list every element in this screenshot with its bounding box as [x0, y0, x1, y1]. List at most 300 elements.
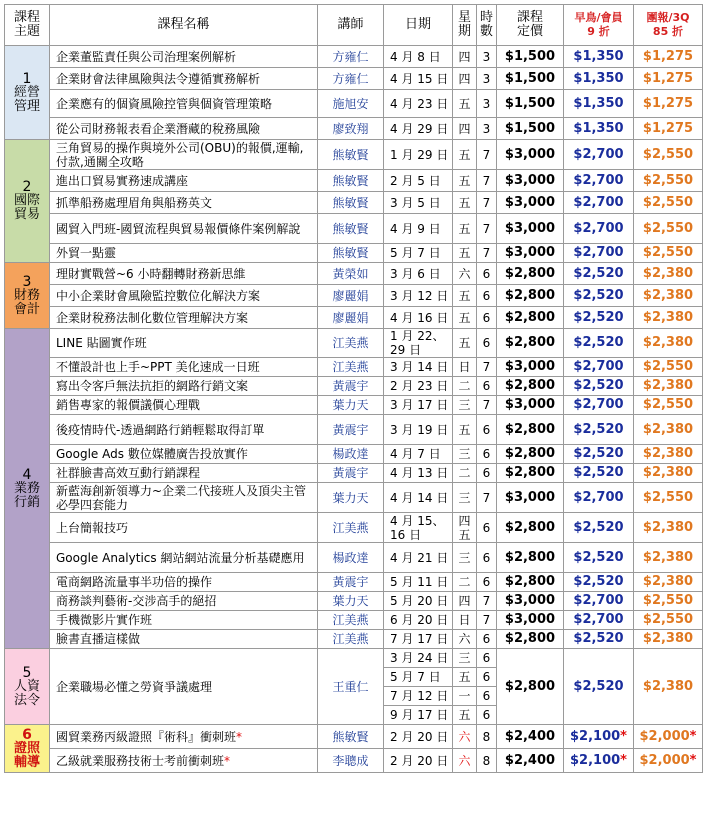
course-title: 臉書直播這樣做 — [50, 630, 318, 649]
course-hours: 7 — [477, 140, 497, 170]
course-early-price: $2,520 — [564, 573, 634, 592]
course-price: $3,000 — [497, 358, 564, 377]
course-hours: 6 — [477, 285, 497, 307]
topic-name: 輔導 — [13, 754, 40, 770]
topic-cell-1 — [5, 46, 50, 140]
course-early-price: $2,520 — [564, 263, 634, 285]
course-date: 6 月 20 日 — [384, 611, 453, 630]
course-weekday: 日 — [453, 358, 477, 377]
course-title: 銷售專家的報價議價心理戰 — [50, 396, 318, 415]
course-date: 4 月 15、16 日 — [384, 513, 453, 543]
course-row — [5, 543, 703, 573]
course-group-price: $2,380 — [634, 445, 703, 464]
course-group-price: $2,380 — [634, 377, 703, 396]
course-title: 寫出令客戶無法抗拒的網路行銷文案 — [50, 377, 318, 396]
course-teacher: 方雍仁 — [318, 46, 384, 68]
course-row — [5, 263, 703, 285]
course-row — [5, 68, 703, 90]
topic-cell-4 — [5, 329, 50, 649]
topic-name: 管理 — [13, 98, 40, 114]
course-date: 4 月 21 日 — [384, 543, 453, 573]
course-title: Google Ads 數位媒體廣告投放實作 — [50, 445, 318, 464]
course-teacher: 熊敏賢 — [318, 140, 384, 170]
course-early-price: $2,700 — [564, 592, 634, 611]
course-group-price: $2,550 — [634, 140, 703, 170]
course-teacher: 楊政達 — [318, 543, 384, 573]
course-hours: 6 — [477, 415, 497, 445]
course-group-price: $2,550 — [634, 244, 703, 263]
course-hours: 7 — [477, 592, 497, 611]
topic-name: 人資 — [13, 678, 40, 694]
course-price: $3,000 — [497, 214, 564, 244]
course-date: 4 月 14 日 — [384, 483, 453, 513]
course-teacher: 熊敏賢 — [318, 170, 384, 192]
topic-number: 6 — [22, 726, 32, 743]
course-early-price: $2,700 — [564, 358, 634, 377]
course-row — [5, 464, 703, 483]
course-hours: 7 — [477, 192, 497, 214]
course-row — [5, 170, 703, 192]
course-early-price: $2,700 — [564, 396, 634, 415]
course-group-price: $2,380 — [634, 415, 703, 445]
course-hours: 6 — [477, 513, 497, 543]
course-group-price: $2,550 — [634, 170, 703, 192]
cert-course-row — [5, 725, 703, 749]
course-early-price: $2,520 — [564, 464, 634, 483]
course-price: $2,800 — [497, 307, 564, 329]
course-price: $1,500 — [497, 46, 564, 68]
course-date: 1 月 22、29 日 — [384, 329, 453, 358]
cert-course-hours: 8 — [477, 725, 497, 749]
header-date: 日期 — [384, 5, 453, 46]
asterisk-mark: * — [689, 728, 697, 744]
course-teacher: 楊政達 — [318, 445, 384, 464]
header-teacher: 講師 — [318, 5, 384, 46]
course-price: $3,000 — [497, 192, 564, 214]
course-teacher: 江美燕 — [318, 358, 384, 377]
topic-cell-6 — [5, 725, 50, 773]
course-weekday: 五 — [453, 140, 477, 170]
course-title: Google Analytics 網站網站流量分析基礎應用 — [50, 543, 318, 573]
course-title: 企業應有的個資風險控管與個資管理策略 — [50, 90, 318, 118]
course-group-price: $2,380 — [634, 630, 703, 649]
course-price: $2,800 — [497, 285, 564, 307]
topic-name: 國際 — [13, 193, 40, 208]
course-hours: 6 — [477, 263, 497, 285]
course-row — [5, 285, 703, 307]
topic-number: 2 — [22, 179, 32, 195]
course-date: 4 月 13 日 — [384, 464, 453, 483]
course-weekday: 四 — [453, 46, 477, 68]
course-date: 3 月 19 日 — [384, 415, 453, 445]
cert-course-row — [5, 749, 703, 773]
course-title: 不懂設計也上手~PPT 美化速成一日班 — [50, 358, 318, 377]
course-price: $2,800 — [497, 543, 564, 573]
course-weekday: 五 — [453, 285, 477, 307]
course-title: 外貿一點靈 — [50, 244, 318, 263]
course-early-price: $2,520 — [564, 377, 634, 396]
course-price: $2,800 — [497, 630, 564, 649]
course-early-price: $2,700 — [564, 483, 634, 513]
course-title: 國貿入門班-國貿流程與貿易報價條件案例解說 — [50, 214, 318, 244]
course-weekday: 五 — [453, 415, 477, 445]
course-early-price: $2,520 — [564, 630, 634, 649]
course-weekday: 二 — [453, 377, 477, 396]
course-date: 4 月 8 日 — [384, 46, 453, 68]
course-row — [5, 396, 703, 415]
course-hours: 6 — [477, 307, 497, 329]
course-group-price: $2,550 — [634, 214, 703, 244]
course-early-price: $2,700 — [564, 192, 634, 214]
hr-session-hours: 6 — [477, 687, 497, 706]
course-price: $3,000 — [497, 170, 564, 192]
course-early-price: $2,520 — [564, 415, 634, 445]
topic-name: 行銷 — [13, 494, 40, 510]
course-early-price: $2,520 — [564, 285, 634, 307]
course-row — [5, 192, 703, 214]
course-weekday: 六 — [453, 630, 477, 649]
cert-course-date: 2 月 20 日 — [384, 725, 453, 749]
topic-name: 法令 — [13, 692, 40, 708]
topic-name: 經營 — [13, 84, 40, 100]
course-teacher: 江美燕 — [318, 630, 384, 649]
course-title: 新藍海創新領導力~企業二代接班人及頂尖主管必學四套能力 — [50, 483, 318, 513]
course-teacher: 黃榮如 — [318, 263, 384, 285]
course-title: 從公司財務報表看企業潛藏的稅務風險 — [50, 118, 318, 140]
course-hours: 3 — [477, 118, 497, 140]
course-early-price: $1,350 — [564, 68, 634, 90]
course-title: 社群臉書高效互動行銷課程 — [50, 464, 318, 483]
course-row — [5, 244, 703, 263]
course-price: $3,000 — [497, 483, 564, 513]
hr-course-price: $2,800 — [497, 649, 564, 725]
course-title: 進出口貿易實務速成講座 — [50, 170, 318, 192]
hr-session-weekday: 一 — [453, 687, 477, 706]
course-date: 5 月 7 日 — [384, 244, 453, 263]
course-hours: 6 — [477, 543, 497, 573]
course-date: 3 月 12 日 — [384, 285, 453, 307]
course-date: 4 月 16 日 — [384, 307, 453, 329]
course-weekday: 五 — [453, 170, 477, 192]
header-row — [5, 5, 703, 46]
course-teacher: 廖麗娟 — [318, 307, 384, 329]
topic-number: 5 — [22, 664, 32, 681]
asterisk-mark: * — [689, 752, 697, 768]
course-early-price: $1,350 — [564, 46, 634, 68]
course-group-price: $1,275 — [634, 118, 703, 140]
course-group-price: $1,275 — [634, 68, 703, 90]
course-price: $2,800 — [497, 415, 564, 445]
course-date: 3 月 14 日 — [384, 358, 453, 377]
course-group-price: $2,380 — [634, 263, 703, 285]
course-early-price: $2,520 — [564, 445, 634, 464]
course-date: 3 月 5 日 — [384, 192, 453, 214]
course-group-price: $2,550 — [634, 611, 703, 630]
topic-name: 財務 — [13, 287, 40, 303]
course-weekday: 四五 — [453, 513, 477, 543]
course-group-price: $2,380 — [634, 307, 703, 329]
course-group-price: $2,550 — [634, 358, 703, 377]
course-title: LINE 貼圖實作班 — [50, 329, 318, 358]
course-title: 理財實戰營~6 小時翻轉財務新思維 — [50, 263, 318, 285]
course-date: 4 月 23 日 — [384, 90, 453, 118]
course-row — [5, 358, 703, 377]
course-price: $3,000 — [497, 611, 564, 630]
course-weekday: 五 — [453, 192, 477, 214]
cert-course-early-price — [564, 725, 634, 749]
topic-cell-2 — [5, 140, 50, 263]
hr-session-date: 7 月 12 日 — [384, 687, 453, 706]
asterisk-mark: * — [224, 753, 231, 768]
course-price: $1,500 — [497, 90, 564, 118]
hr-session-row — [5, 649, 703, 668]
course-row — [5, 513, 703, 543]
topic-name: 業務 — [13, 480, 40, 496]
topic-number: 4 — [22, 466, 32, 483]
course-group-price: $1,275 — [634, 46, 703, 68]
course-teacher: 廖麗娟 — [318, 285, 384, 307]
course-weekday: 三 — [453, 483, 477, 513]
course-teacher: 施旭安 — [318, 90, 384, 118]
course-early-price: $2,700 — [564, 611, 634, 630]
course-hours: 7 — [477, 396, 497, 415]
course-row — [5, 483, 703, 513]
header-topic-2: 主題 — [13, 24, 40, 39]
course-hours: 7 — [477, 611, 497, 630]
course-title: 三角貿易的操作與境外公司(OBU)的報價,運輸,付款,通關全攻略 — [50, 140, 318, 170]
hr-session-hours: 6 — [477, 668, 497, 687]
hr-session-weekday: 五 — [453, 706, 477, 725]
course-date: 5 月 20 日 — [384, 592, 453, 611]
course-row — [5, 445, 703, 464]
course-hours: 6 — [477, 329, 497, 358]
course-row — [5, 118, 703, 140]
course-price: $2,800 — [497, 464, 564, 483]
course-teacher: 葉力天 — [318, 396, 384, 415]
course-group-price: $2,550 — [634, 396, 703, 415]
course-row — [5, 329, 703, 358]
course-price: $2,800 — [497, 445, 564, 464]
topic-cell-5 — [5, 649, 50, 725]
course-row — [5, 46, 703, 68]
hr-session-date: 5 月 7 日 — [384, 668, 453, 687]
course-group-price: $2,550 — [634, 592, 703, 611]
course-title: 上台簡報技巧 — [50, 513, 318, 543]
course-early-price: $2,520 — [564, 329, 634, 358]
course-early-price: $2,700 — [564, 170, 634, 192]
course-title: 手機微影片實作班 — [50, 611, 318, 630]
course-teacher: 熊敏賢 — [318, 214, 384, 244]
course-title: 抓準船務處理眉角與船務英文 — [50, 192, 318, 214]
course-teacher: 葉力天 — [318, 483, 384, 513]
course-group-price: $2,380 — [634, 543, 703, 573]
course-weekday: 五 — [453, 329, 477, 358]
hr-session-weekday: 五 — [453, 668, 477, 687]
course-early-price: $1,350 — [564, 90, 634, 118]
cert-course-date: 2 月 20 日 — [384, 749, 453, 773]
course-teacher: 黃震宇 — [318, 377, 384, 396]
course-row — [5, 630, 703, 649]
course-date: 5 月 11 日 — [384, 573, 453, 592]
course-row — [5, 140, 703, 170]
cert-course-price: $2,400 — [497, 725, 564, 749]
cert-course-early-price — [564, 749, 634, 773]
course-teacher: 黃震宇 — [318, 573, 384, 592]
course-date: 2 月 5 日 — [384, 170, 453, 192]
asterisk-mark: * — [236, 729, 243, 744]
course-early-price: $2,520 — [564, 513, 634, 543]
hr-session-date: 9 月 17 日 — [384, 706, 453, 725]
cert-course-title — [50, 725, 318, 749]
course-row — [5, 307, 703, 329]
header-early: 早鳥/會員 9 折 — [564, 5, 634, 46]
hr-session-weekday: 三 — [453, 649, 477, 668]
course-title: 企業財會法律風險與法令遵循實務解析 — [50, 68, 318, 90]
course-row — [5, 377, 703, 396]
course-price: $1,500 — [497, 68, 564, 90]
topic-name: 貿易 — [13, 207, 40, 222]
course-price: $3,000 — [497, 592, 564, 611]
course-group-price: $2,550 — [634, 192, 703, 214]
course-hours: 7 — [477, 214, 497, 244]
cert-course-title-text: 國貿業務丙級證照『術科』衝刺班 — [56, 729, 237, 744]
course-teacher: 黃震宇 — [318, 415, 384, 445]
course-title: 後疫情時代-透過網路行銷輕鬆取得訂單 — [50, 415, 318, 445]
course-weekday: 四 — [453, 118, 477, 140]
course-teacher: 葉力天 — [318, 592, 384, 611]
group-price-text: $2,000 — [639, 728, 690, 744]
course-weekday: 四 — [453, 68, 477, 90]
course-price: $2,800 — [497, 263, 564, 285]
asterisk-mark: * — [620, 752, 627, 768]
hr-course-teacher: 王重仁 — [318, 649, 384, 725]
cert-course-price: $2,400 — [497, 749, 564, 773]
course-weekday: 四 — [453, 592, 477, 611]
course-date: 4 月 29 日 — [384, 118, 453, 140]
cert-course-teacher: 李聰成 — [318, 749, 384, 773]
course-row — [5, 573, 703, 592]
course-title: 電商網路流量事半功倍的操作 — [50, 573, 318, 592]
course-teacher: 熊敏賢 — [318, 192, 384, 214]
course-teacher: 廖致翔 — [318, 118, 384, 140]
course-early-price: $1,350 — [564, 118, 634, 140]
course-price: $2,800 — [497, 573, 564, 592]
course-weekday: 三 — [453, 543, 477, 573]
topic-number: 1 — [22, 70, 32, 87]
early-price-text: $2,100 — [570, 752, 621, 768]
course-early-price: $2,520 — [564, 307, 634, 329]
course-title: 企業財稅務法制化數位管理解決方案 — [50, 307, 318, 329]
course-hours: 6 — [477, 377, 497, 396]
course-hours: 3 — [477, 68, 497, 90]
course-date: 2 月 23 日 — [384, 377, 453, 396]
course-teacher: 江美燕 — [318, 611, 384, 630]
topic-name: 會計 — [13, 301, 40, 317]
topic-name: 證照 — [13, 740, 40, 756]
header-group: 團報/3Q 85 折 — [634, 5, 703, 46]
course-title: 中小企業財會風險監控數位化解決方案 — [50, 285, 318, 307]
course-hours: 3 — [477, 46, 497, 68]
course-teacher: 黃震宇 — [318, 464, 384, 483]
course-weekday: 三 — [453, 445, 477, 464]
topic-number: 3 — [22, 273, 32, 290]
course-hours: 6 — [477, 630, 497, 649]
course-price: $3,000 — [497, 396, 564, 415]
early-price-text: $2,100 — [570, 728, 621, 744]
course-schedule-table — [4, 4, 703, 773]
course-date: 4 月 9 日 — [384, 214, 453, 244]
course-group-price: $2,550 — [634, 483, 703, 513]
course-row — [5, 592, 703, 611]
course-hours: 7 — [477, 483, 497, 513]
hr-course-title: 企業職場必懂之勞資爭議處理 — [50, 649, 318, 725]
cert-course-weekday: 六 — [453, 725, 477, 749]
hr-session-hours: 6 — [477, 706, 497, 725]
course-weekday: 五 — [453, 244, 477, 263]
course-early-price: $2,520 — [564, 543, 634, 573]
header-title: 課程名稱 — [50, 5, 318, 46]
hr-session-hours: 6 — [477, 649, 497, 668]
course-row — [5, 611, 703, 630]
course-price: $2,800 — [497, 377, 564, 396]
course-hours: 6 — [477, 445, 497, 464]
hr-session-date: 3 月 24 日 — [384, 649, 453, 668]
cert-course-weekday: 六 — [453, 749, 477, 773]
cert-course-hours: 8 — [477, 749, 497, 773]
course-group-price: $2,380 — [634, 513, 703, 543]
course-teacher: 江美燕 — [318, 329, 384, 358]
course-date: 7 月 17 日 — [384, 630, 453, 649]
course-group-price: $2,380 — [634, 573, 703, 592]
hr-course-early-price: $2,520 — [564, 649, 634, 725]
course-early-price: $2,700 — [564, 140, 634, 170]
course-hours: 3 — [477, 90, 497, 118]
course-hours: 7 — [477, 170, 497, 192]
course-teacher: 方雍仁 — [318, 68, 384, 90]
course-group-price: $2,380 — [634, 285, 703, 307]
course-weekday: 五 — [453, 214, 477, 244]
course-date: 4 月 15 日 — [384, 68, 453, 90]
course-weekday: 五 — [453, 307, 477, 329]
course-teacher: 江美燕 — [318, 513, 384, 543]
cert-course-title-text: 乙級就業服務技術士考前衝刺班 — [56, 753, 225, 768]
course-price: $3,000 — [497, 244, 564, 263]
course-early-price: $2,700 — [564, 214, 634, 244]
course-title: 商務談判藝術-交涉高手的絕招 — [50, 592, 318, 611]
course-weekday: 二 — [453, 573, 477, 592]
course-price: $2,800 — [497, 329, 564, 358]
course-group-price: $2,380 — [634, 329, 703, 358]
course-price: $2,800 — [497, 513, 564, 543]
course-weekday: 五 — [453, 90, 477, 118]
course-price: $1,500 — [497, 118, 564, 140]
cert-course-group-price — [634, 749, 703, 773]
course-date: 3 月 17 日 — [384, 396, 453, 415]
course-early-price: $2,700 — [564, 244, 634, 263]
course-hours: 7 — [477, 358, 497, 377]
course-weekday: 日 — [453, 611, 477, 630]
course-row — [5, 90, 703, 118]
course-teacher: 熊敏賢 — [318, 244, 384, 263]
course-date: 3 月 6 日 — [384, 263, 453, 285]
cert-course-title — [50, 749, 318, 773]
header-week: 星 期 — [453, 5, 477, 46]
course-weekday: 二 — [453, 464, 477, 483]
group-price-text: $2,000 — [639, 752, 690, 768]
course-group-price: $1,275 — [634, 90, 703, 118]
header-topic — [5, 5, 50, 46]
course-row — [5, 214, 703, 244]
